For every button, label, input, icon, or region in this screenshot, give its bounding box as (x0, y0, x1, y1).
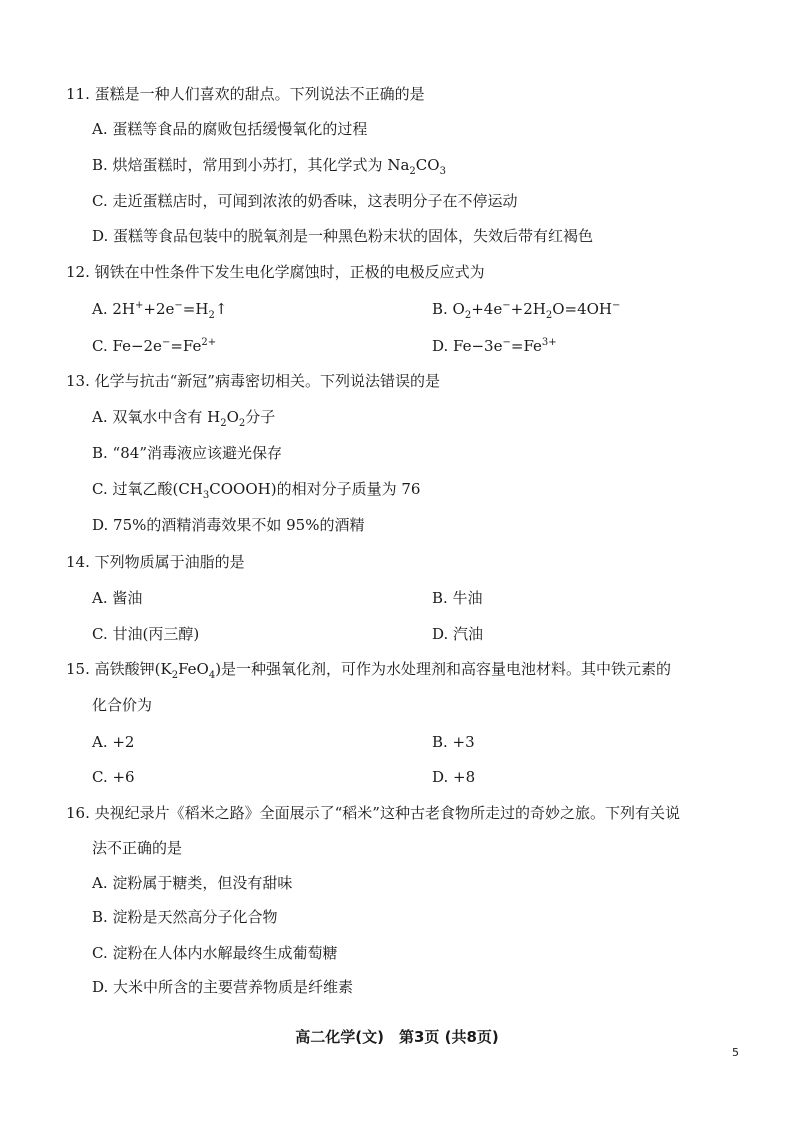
q14-stem: 14. 下列物质属于油脂的是 (66, 553, 245, 571)
page-footer: 高二化学(文) 第3页 (共8页) (295, 1028, 499, 1046)
q11-option-a: A. 蛋糕等食品的腐败包括缓慢氧化的过程 (92, 120, 368, 138)
q15-option-a: A. +2 (92, 733, 135, 751)
q11-option-c: C. 走近蛋糕店时，可闻到浓浓的奶香味，这表明分子在不停运动 (92, 192, 518, 210)
q13-stem: 13. 化学与抗击“新冠”病毒密切相关。下列说法错误的是 (66, 372, 440, 390)
q15-option-c: C. +6 (92, 768, 135, 786)
q12-option-a: A. $2H^++2e^-=H_2↑$ (92, 300, 228, 321)
q15-option-d: D. +8 (432, 768, 476, 786)
q13-option-c: C. 过氧乙酸$(CH_3COOOH)$的相对分子质量为 76 (92, 480, 421, 501)
q11-stem: 11. 蛋糕是一种人们喜欢的甜点。下列说法不正确的是 (66, 85, 425, 103)
q16-option-c: C. 淀粉在人体内水解最终生成葡萄糖 (92, 944, 338, 962)
q16-stem-continued: 法不正确的是 (92, 839, 183, 857)
q15-stem-continued: 化合价为 (92, 696, 153, 714)
q11-option-d: D. 蛋糕等食品包装中的脱氧剂是一种黑色粉末状的固体，失效后带有红褐色 (92, 227, 594, 245)
q15-stem: 15. 高铁酸钾$(K_2FeO_4)$是一种强氧化剂，可作为水处理剂和高容量电池材料。其中铁元素的 (66, 660, 672, 681)
q13-option-d: D. 75%的酒精消毒效果不如 95%的酒精 (92, 516, 365, 534)
q15-option-b: B. +3 (432, 733, 475, 751)
q11-option-b: B. 烘焙蛋糕时，常用到小苏打，其化学式为 $Na_2CO_3$ (92, 156, 446, 177)
q14-option-a: A. 酱油 (92, 589, 143, 607)
q14-option-d: D. 汽油 (432, 625, 484, 643)
q16-option-a: A. 淀粉属于糖类，但没有甜味 (92, 874, 293, 892)
q13-option-b: B. “84”消毒液应该避光保存 (92, 444, 282, 462)
q14-option-c: C. 甘油(丙三醇) (92, 625, 200, 643)
q16-option-d: D. 大米中所含的主要营养物质是纤维素 (92, 978, 354, 996)
q12-stem: 12. 钢铁在中性条件下发生电化学腐蚀时，正极的电极反应式为 (66, 263, 485, 281)
q16-option-b: B. 淀粉是天然高分子化合物 (92, 908, 278, 926)
q12-option-c: C. $Fe-2e^-=Fe^{2+}$ (92, 337, 217, 355)
page-number: 5 (732, 1046, 739, 1059)
q12-option-d: D. $Fe-3e^-=Fe^{3+}$ (432, 337, 557, 355)
q13-option-a: A. 双氧水中含有 $H_2O_2$分子 (92, 408, 276, 429)
q12-option-b: B. $O_2+4e^-+2H_2O=4OH^-$ (432, 300, 621, 321)
q16-stem: 16. 央视纪录片《稻米之路》全面展示了“稻米”这种古老食物所走过的奇妙之旅。下列有关说 (66, 804, 680, 822)
q14-option-b: B. 牛油 (432, 589, 483, 607)
